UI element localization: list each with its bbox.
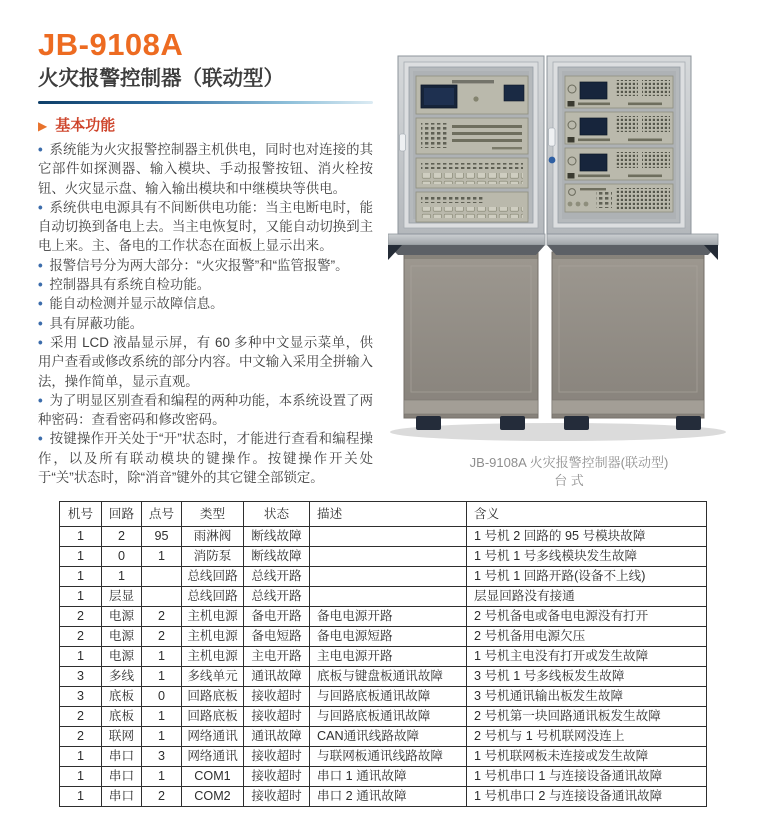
feature-bullet-text: 具有屏蔽功能。 bbox=[49, 315, 144, 331]
table-cell: 串口 bbox=[102, 747, 142, 767]
table-row bbox=[60, 547, 707, 567]
feature-bullet-text: 报警信号分为两大部分：“火灾报警”和“监管报警”。 bbox=[49, 257, 349, 273]
table-cell: 1 号机串口 1 与连接设备通讯故障 bbox=[467, 767, 707, 787]
table-cell: 3 号机 1 号多线板发生故障 bbox=[467, 667, 707, 687]
table-cell: 2 bbox=[60, 707, 102, 727]
feature-list bbox=[38, 140, 373, 487]
table-cell: 0 bbox=[102, 547, 142, 567]
header-cell: 含义 bbox=[467, 502, 707, 527]
table-row bbox=[60, 747, 707, 767]
bullet-dot-icon: • bbox=[38, 392, 47, 408]
table-cell: CAN通讯线路故障 bbox=[310, 727, 467, 747]
table-row bbox=[60, 787, 707, 807]
table-cell: 主电开路 bbox=[244, 647, 310, 667]
bullet-dot-icon: • bbox=[38, 334, 47, 350]
table-row bbox=[60, 687, 707, 707]
table-cell: 接收超时 bbox=[244, 787, 310, 807]
right-panel-3 bbox=[565, 148, 673, 180]
table-cell: 主机电源 bbox=[182, 607, 244, 627]
table-cell: 2 号机第一块回路通讯板发生故障 bbox=[467, 707, 707, 727]
table-cell: 2 号机备电或备电电源没有打开 bbox=[467, 607, 707, 627]
table-cell: 3 bbox=[60, 687, 102, 707]
table-cell: 2 bbox=[60, 607, 102, 627]
table-cell: 串口 bbox=[102, 787, 142, 807]
table-cell: 主机电源 bbox=[182, 647, 244, 667]
table-cell: 2 号机备用电源欠压 bbox=[467, 627, 707, 647]
divider-rule bbox=[38, 101, 373, 104]
table-cell: 电源 bbox=[102, 607, 142, 627]
table-cell: 3 bbox=[142, 747, 182, 767]
table-cell bbox=[142, 567, 182, 587]
figure-caption bbox=[388, 454, 750, 490]
table-cell: 1 号机 1 回路开路(设备不上线) bbox=[467, 567, 707, 587]
table-cell: 0 bbox=[142, 687, 182, 707]
table-cell: 底板 bbox=[102, 707, 142, 727]
table-cell bbox=[310, 527, 467, 547]
table-cell: 1 bbox=[102, 567, 142, 587]
product-subtitle: 火灾报警控制器（联动型） bbox=[38, 67, 284, 90]
table-cell: 接收超时 bbox=[244, 707, 310, 727]
table-cell bbox=[310, 587, 467, 607]
table-cell: 1 号机 1 号多线模块发生故障 bbox=[467, 547, 707, 567]
table-cell: 1 bbox=[142, 647, 182, 667]
bullet-dot-icon: • bbox=[38, 199, 47, 215]
product-photo bbox=[388, 26, 750, 446]
feature-bullet-6 bbox=[38, 314, 373, 333]
table-cell: 串口 2 通讯故障 bbox=[310, 787, 467, 807]
table-row bbox=[60, 707, 707, 727]
table-cell: 消防泵 bbox=[182, 547, 244, 567]
table-cell: 接收超时 bbox=[244, 687, 310, 707]
table-cell: 接收超时 bbox=[244, 767, 310, 787]
table-row bbox=[60, 607, 707, 627]
header-cell: 类型 bbox=[182, 502, 244, 527]
table-cell: 1 号机联网板未连接或发生故障 bbox=[467, 747, 707, 767]
feature-bullet-text: 能自动检测并显示故障信息。 bbox=[49, 296, 224, 312]
table-cell: 总线开路 bbox=[244, 567, 310, 587]
table-row bbox=[60, 527, 707, 547]
table-cell: 电源 bbox=[102, 627, 142, 647]
table-cell: 1 bbox=[60, 647, 102, 667]
table-cell: 1 号机 2 回路的 95 号模块故障 bbox=[467, 527, 707, 547]
right-panel-1 bbox=[565, 76, 673, 108]
feature-bullet-3 bbox=[38, 256, 373, 275]
table-cell: 通讯故障 bbox=[244, 667, 310, 687]
table-cell: 1 号机主电没有打开或发生故障 bbox=[467, 647, 707, 667]
table-row bbox=[60, 627, 707, 647]
header-cell: 回路 bbox=[102, 502, 142, 527]
feature-bullet-2 bbox=[38, 198, 373, 256]
table-cell: 备电电源开路 bbox=[310, 607, 467, 627]
header-cell: 点号 bbox=[142, 502, 182, 527]
table-cell: 雨淋阀 bbox=[182, 527, 244, 547]
table-cell: 串口 1 通讯故障 bbox=[310, 767, 467, 787]
table-cell: 接收超时 bbox=[244, 747, 310, 767]
table-cell: 2 bbox=[60, 727, 102, 747]
table-cell: 网络通讯 bbox=[182, 727, 244, 747]
features-heading bbox=[38, 117, 373, 135]
features-heading-label: 基本功能 bbox=[55, 117, 116, 134]
bullet-dot-icon: • bbox=[38, 142, 47, 157]
left-column bbox=[38, 28, 373, 487]
table-row bbox=[60, 567, 707, 587]
table-cell: 底板 bbox=[102, 687, 142, 707]
table-cell: 层显回路没有接通 bbox=[467, 587, 707, 607]
table-header-row bbox=[60, 502, 707, 527]
table-cell: 回路底板 bbox=[182, 687, 244, 707]
table-cell: 1 bbox=[60, 747, 102, 767]
table-cell: 1 bbox=[142, 667, 182, 687]
feature-bullet-text: 采用 LCD 液晶显示屏，有 60 多种中文显示菜单，供用户查看或修改系统的部分内容。中文输入采用全拼输入法，操作简单，显示直观。 bbox=[38, 334, 373, 389]
feature-bullet-4 bbox=[38, 275, 373, 294]
table-cell: 1 bbox=[60, 787, 102, 807]
feature-bullet-text: 系统供电电源具有不间断供电功能：当主电断电时，能自动切换到备电上去。当主电恢复时，又能自动切换到主电上来。主、备电的工作状态在面板上显示出来。 bbox=[38, 199, 374, 254]
table-cell: 2 号机与 1 号机联网没连上 bbox=[467, 727, 707, 747]
table-cell bbox=[310, 567, 467, 587]
table-cell: 3 bbox=[60, 667, 102, 687]
left-cabinet bbox=[388, 56, 545, 430]
feature-bullet-text: 控制器具有系统自检功能。 bbox=[49, 277, 211, 293]
table-cell: 串口 bbox=[102, 767, 142, 787]
table-cell bbox=[142, 587, 182, 607]
table-cell: 1 bbox=[142, 727, 182, 747]
fault-table-wrap bbox=[59, 501, 707, 807]
left-panel-display bbox=[416, 76, 528, 114]
table-cell: 断线故障 bbox=[244, 527, 310, 547]
table-cell: 1 bbox=[60, 567, 102, 587]
table-cell: 1 bbox=[60, 527, 102, 547]
table-cell: 多线 bbox=[102, 667, 142, 687]
left-panel-keys-2 bbox=[416, 192, 528, 222]
table-cell bbox=[310, 547, 467, 567]
table-cell: 回路底板 bbox=[182, 707, 244, 727]
table-cell: 总线回路 bbox=[182, 587, 244, 607]
table-cell: 2 bbox=[142, 627, 182, 647]
table-cell: COM2 bbox=[182, 787, 244, 807]
table-row bbox=[60, 587, 707, 607]
table-cell: 备电开路 bbox=[244, 607, 310, 627]
table-cell: 电源 bbox=[102, 647, 142, 667]
header-cell: 机号 bbox=[60, 502, 102, 527]
triangle-bullet-icon: ▶ bbox=[38, 119, 48, 133]
feature-bullet-text: 按键操作开关处于“开”状态时，才能进行查看和编程操作，以及所有联动模块的键操作。按键操作开关处于“关”状态时，除“消音”键外的其它键全部锁定。 bbox=[38, 431, 373, 486]
table-cell: 1 bbox=[142, 707, 182, 727]
feature-bullet-5 bbox=[38, 294, 373, 313]
product-title: JB-9108A bbox=[38, 27, 184, 62]
bullet-dot-icon: • bbox=[38, 296, 47, 312]
table-cell: 多线单元 bbox=[182, 667, 244, 687]
table-cell: 1 bbox=[60, 767, 102, 787]
table-cell: 2 bbox=[142, 607, 182, 627]
table-cell: 与回路底板通讯故障 bbox=[310, 687, 467, 707]
feature-bullet-9 bbox=[38, 429, 373, 487]
table-cell: 1 bbox=[60, 587, 102, 607]
feature-bullet-text: 为了明显区别查看和编程的两种功能，本系统设置了两种密码：查看密码和修改密码。 bbox=[38, 392, 374, 428]
feature-bullet-8 bbox=[38, 391, 373, 430]
table-cell: 与回路底板通讯故障 bbox=[310, 707, 467, 727]
table-cell: 1 号机串口 2 与连接设备通讯故障 bbox=[467, 787, 707, 807]
left-panel-keys-1 bbox=[416, 158, 528, 188]
table-row bbox=[60, 647, 707, 667]
table-cell: 联网 bbox=[102, 727, 142, 747]
table-row bbox=[60, 667, 707, 687]
right-panel-2 bbox=[565, 112, 673, 144]
table-cell: 95 bbox=[142, 527, 182, 547]
table-cell: 底板与键盘板通讯故障 bbox=[310, 667, 467, 687]
header-cell: 状态 bbox=[244, 502, 310, 527]
table-cell: 总线开路 bbox=[244, 587, 310, 607]
figure-caption-line1: JB-9108A 火灾报警控制器(联动型) bbox=[469, 455, 669, 470]
left-panel-indicators bbox=[416, 118, 528, 154]
feature-bullet-text: 系统能为火灾报警控制器主机供电，同时也对连接的其它部件如探测器、输入模块、手动报警按钮、消火栓按钮、火灾显示盘、输入输出模块和中继模块等供电。 bbox=[38, 142, 374, 196]
table-cell: 主机电源 bbox=[182, 627, 244, 647]
table-cell: 与联网板通讯线路故障 bbox=[310, 747, 467, 767]
table-cell: COM1 bbox=[182, 767, 244, 787]
table-cell: 3 号机通讯输出板发生故障 bbox=[467, 687, 707, 707]
table-cell: 2 bbox=[102, 527, 142, 547]
feature-bullet-7 bbox=[38, 333, 373, 391]
bullet-dot-icon: • bbox=[38, 257, 47, 273]
header-cell: 描述 bbox=[310, 502, 467, 527]
table-cell: 1 bbox=[60, 547, 102, 567]
table-cell: 断线故障 bbox=[244, 547, 310, 567]
fault-code-table bbox=[59, 501, 707, 807]
table-cell: 2 bbox=[60, 627, 102, 647]
bullet-dot-icon: • bbox=[38, 277, 47, 293]
table-row bbox=[60, 767, 707, 787]
figure-caption-line2: 台 式 bbox=[554, 473, 584, 488]
table-cell: 备电短路 bbox=[244, 627, 310, 647]
right-cabinet bbox=[547, 56, 718, 430]
table-cell: 1 bbox=[142, 547, 182, 567]
table-cell: 1 bbox=[142, 767, 182, 787]
feature-bullet-1 bbox=[38, 140, 373, 198]
table-cell: 备电电源短路 bbox=[310, 627, 467, 647]
table-cell: 通讯故障 bbox=[244, 727, 310, 747]
table-cell: 主电电源开路 bbox=[310, 647, 467, 667]
table-cell: 网络通讯 bbox=[182, 747, 244, 767]
table-cell: 2 bbox=[142, 787, 182, 807]
bullet-dot-icon: • bbox=[38, 431, 47, 447]
right-column bbox=[388, 26, 750, 490]
table-cell: 总线回路 bbox=[182, 567, 244, 587]
right-panel-controls bbox=[565, 184, 673, 212]
table-cell: 层显 bbox=[102, 587, 142, 607]
table-row bbox=[60, 727, 707, 747]
bullet-dot-icon: • bbox=[38, 315, 47, 331]
